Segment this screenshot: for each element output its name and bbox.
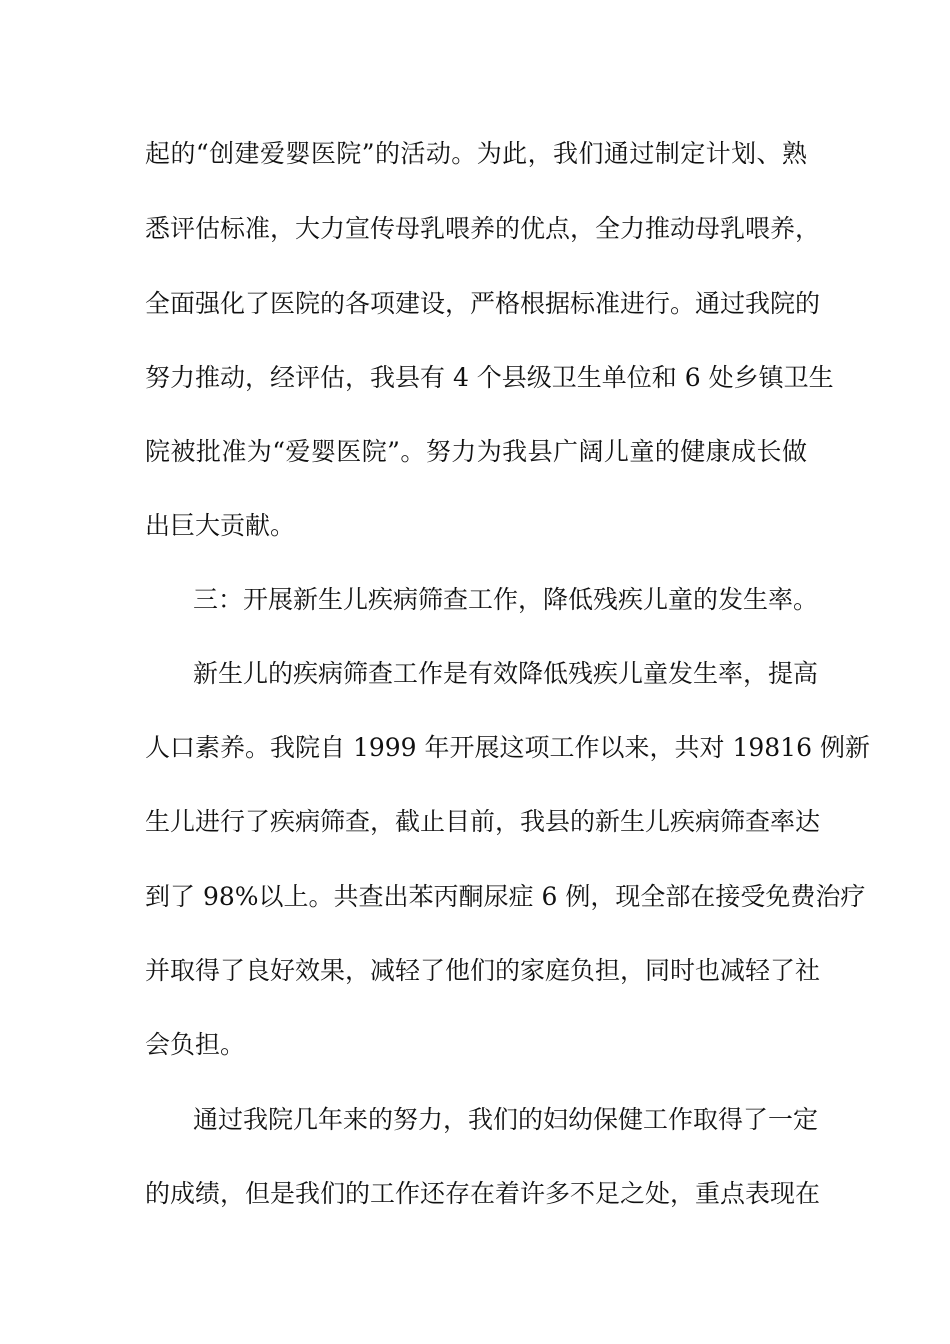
paragraph-line: 新生儿的疾病筛查工作是有效降低残疾儿童发生率，提高 (193, 659, 819, 688)
paragraph-line: 的成绩，但是我们的工作还存在着许多不足之处，重点表现在 (145, 1179, 821, 1208)
paragraph-line: 全面强化了医院的各项建设，严格根据标准进行。通过我院的 (145, 289, 821, 318)
paragraph-line: 并取得了良好效果，减轻了他们的家庭负担，同时也减轻了社 (145, 956, 821, 985)
section-heading: 三：开展新生儿疾病筛查工作，降低残疾儿童的发生率。 (193, 585, 819, 614)
paragraph-line: 院被批准为“爱婴医院”。努力为我县广阔儿童的健康成长做 (145, 437, 807, 466)
paragraph-line: 努力推动，经评估，我县有 4 个县级卫生单位和 6 处乡镇卫生 (145, 363, 834, 392)
paragraph-line: 会负担。 (145, 1030, 246, 1059)
paragraph-line: 人口素养。我院自 1999 年开展这项工作以来，共对 19816 例新 (145, 733, 870, 762)
paragraph-line: 出巨大贡献。 (145, 511, 296, 540)
paragraph-line: 生儿进行了疾病筛查，截止目前，我县的新生儿疾病筛查率达 (145, 807, 821, 836)
paragraph-line: 通过我院几年来的努力，我们的妇幼保健工作取得了一定 (193, 1105, 819, 1134)
paragraph-line: 到了 98%以上。共查出苯丙酮尿症 6 例，现全部在接受免费治疗 (145, 882, 866, 911)
paragraph-line: 悉评估标准，大力宣传母乳喂养的优点，全力推动母乳喂养， (145, 214, 821, 243)
paragraph-line: 起的“创建爱婴医院”的活动。为此，我们通过制定计划、熟 (145, 139, 807, 168)
